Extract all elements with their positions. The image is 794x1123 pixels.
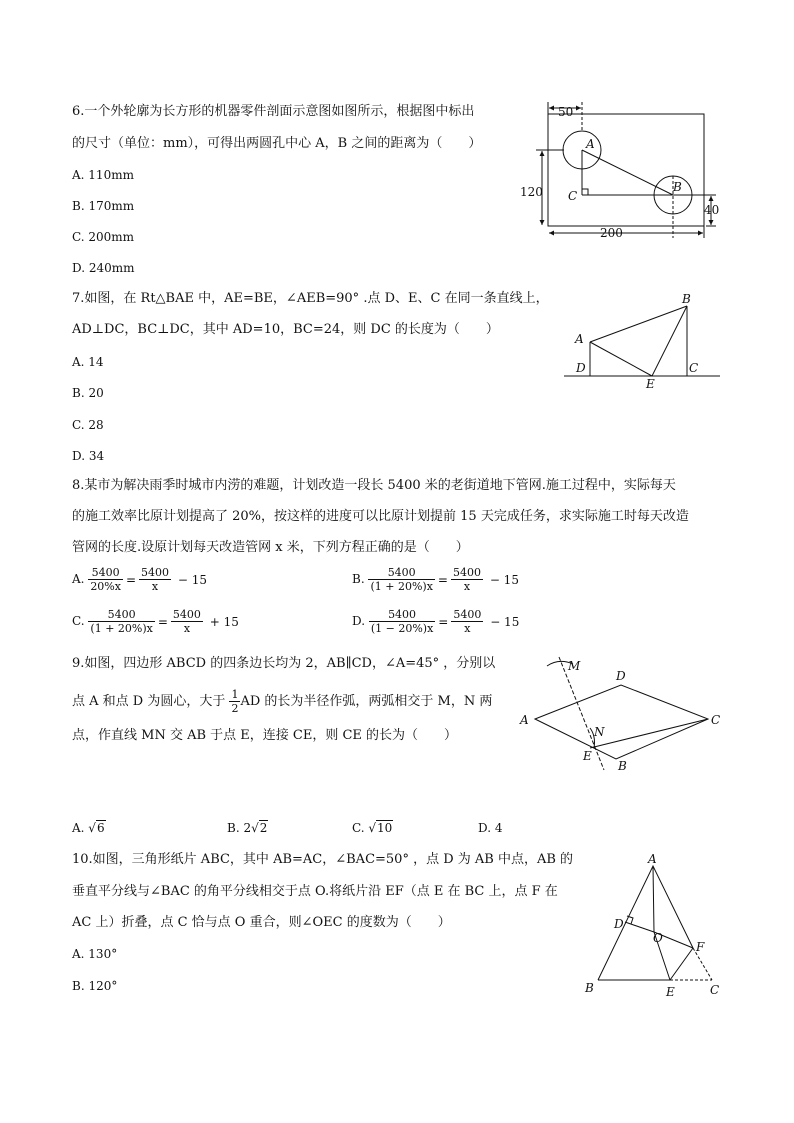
- q10-label-f: F: [696, 940, 705, 954]
- q7-figure: [560, 290, 725, 390]
- q9-label-e: E: [583, 749, 592, 763]
- q7-stem-line2: AD⊥DC，BC⊥DC，其中 AD=10，BC=24，则 DC 的长度为（ ）: [72, 322, 499, 337]
- q6-label-c: C: [568, 189, 578, 203]
- q7-option-d[interactable]: D. 34: [72, 449, 105, 463]
- q10-label-d: D: [614, 917, 624, 931]
- q9-option-b[interactable]: B. 2√2: [227, 821, 268, 835]
- q10-label-o: O: [653, 931, 663, 945]
- q9-label-m: M: [568, 659, 581, 673]
- q7-stem-line1: 7.如图，在 Rt△BAE 中，AE=BE，∠AEB=90° .点 D、E、C 在同一条直线上，: [72, 291, 549, 306]
- q8-a-frac-right: $\frac{5400}{x}$: [141, 566, 170, 593]
- q8-option-d[interactable]: D. $\frac{5400}{(1 - 20\%)x}$ = $\frac{5400}{x}$ − 15: [352, 608, 520, 635]
- q10-option-b[interactable]: B. 120°: [72, 979, 118, 993]
- q8-b-frac-left: $\frac{5400}{(1 + 20\%)x}$: [370, 566, 433, 593]
- q7-label-e: E: [646, 377, 655, 391]
- q9-label-b: B: [618, 759, 627, 773]
- q8-c-frac-left: $\frac{5400}{(1 + 20\%)x}$: [90, 608, 153, 635]
- q9-label-c: C: [711, 713, 721, 727]
- q6-option-d[interactable]: D. 240mm: [72, 261, 135, 275]
- q8-a-frac-left: $\frac{5400}{20\%x}$: [90, 566, 121, 593]
- q8-stem-line2: 的施工效率比原计划提高了 20%，按这样的进度可以比原计划提前 15 天完成任务，求实际施工时每天改造: [72, 509, 689, 524]
- q8-b-frac-right: $\frac{5400}{x}$: [452, 566, 481, 593]
- q10-stem-line2: 垂直平分线与∠BAC 的角平分线相交于点 O.将纸片沿 EF（点 E 在 BC 上，点 F 在: [72, 884, 558, 899]
- q6-label-a: A: [586, 137, 595, 151]
- q9-option-d[interactable]: D. 4: [478, 821, 503, 835]
- q8-option-a[interactable]: A. $\frac{5400}{20\%x}$ = $\frac{5400}{x}$ − 15: [72, 566, 207, 593]
- q9-option-a[interactable]: A. √6: [72, 821, 105, 835]
- q7-label-c: C: [689, 361, 699, 375]
- q10-stem-line1: 10.如图，三角形纸片 ABC，其中 AB=AC，∠BAC=50° ，点 D 为 AB 中点，AB 的: [72, 852, 574, 867]
- q7-label-b: B: [682, 292, 691, 306]
- q7-label-a: A: [575, 332, 584, 346]
- q6-option-b[interactable]: B. 170mm: [72, 199, 135, 213]
- q6-option-a[interactable]: A. 110mm: [72, 168, 134, 182]
- q6-option-c[interactable]: C. 200mm: [72, 230, 135, 244]
- q8-option-c[interactable]: C. $\frac{5400}{(1 + 20\%)x}$ = $\frac{5400}{x}$ + 15: [72, 608, 239, 635]
- q6-dim-200: 200: [600, 226, 623, 240]
- q7-option-b[interactable]: B. 20: [72, 386, 104, 400]
- q9-figure: [515, 652, 725, 777]
- q9-option-c[interactable]: C. √10: [352, 821, 393, 835]
- q9-half-fraction: $\frac{1}{2}$: [231, 688, 239, 715]
- q10-option-a[interactable]: A. 130°: [72, 947, 118, 961]
- q6-label-b: B: [673, 180, 682, 194]
- q8-c-frac-right: $\frac{5400}{x}$: [172, 608, 201, 635]
- q10-label-c: C: [710, 983, 720, 997]
- q9-label-d: D: [616, 669, 626, 683]
- q10-label-b: B: [585, 981, 594, 995]
- q6-dim-120: 120: [520, 185, 543, 199]
- q8-stem-line1: 8.某市为解决雨季时城市内涝的难题，计划改造一段长 5400 米的老街道地下管网.施工过程中，实际每天: [72, 478, 676, 493]
- q6-dim-50: 50: [558, 105, 574, 119]
- q7-label-d: D: [576, 361, 586, 375]
- q10-stem-line3: AC 上）折叠，点 C 恰与点 O 重合，则∠OEC 的度数为（ ）: [72, 915, 451, 930]
- q10-label-a: A: [648, 852, 657, 866]
- q8-d-frac-left: $\frac{5400}{(1 - 20\%)x}$: [370, 608, 434, 635]
- q6-stem-line2: 的尺寸（单位：mm），可得出两圆孔中心 A，B 之间的距离为（ ）: [72, 136, 482, 151]
- q9-stem-line2: 点 A 和点 D 为圆心，大于 $\frac{1}{2}$ AD 的长为半径作弧，两弧相交于 M，N 两: [72, 688, 493, 715]
- q7-option-a[interactable]: A. 14: [72, 355, 104, 369]
- q8-d-frac-right: $\frac{5400}{x}$: [453, 608, 482, 635]
- q9-stem-line3: 点，作直线 MN 交 AB 于点 E，连接 CE，则 CE 的长为（ ）: [72, 728, 458, 743]
- q9-stem-line1: 9.如图，四边形 ABCD 的四条边长均为 2，AB∥CD，∠A=45° ，分别以: [72, 656, 496, 671]
- q10-label-e: E: [666, 985, 675, 999]
- q6-figure: [520, 100, 730, 245]
- q8-stem-line3: 管网的长度.设原计划每天改造管网 x 米，下列方程正确的是（ ）: [72, 540, 469, 555]
- q6-stem-line1: 6.一个外轮廓为长方形的机器零件剖面示意图如图所示，根据图中标出: [72, 104, 475, 119]
- q8-option-b[interactable]: B. $\frac{5400}{(1 + 20\%)x}$ = $\frac{5400}{x}$ − 15: [352, 566, 519, 593]
- q7-option-c[interactable]: C. 28: [72, 418, 104, 432]
- q10-figure: [580, 852, 730, 1004]
- q6-dim-40: 40: [704, 203, 720, 217]
- q9-label-a: A: [520, 713, 529, 727]
- q6-part-outline: [548, 114, 704, 226]
- q9-label-n: N: [594, 725, 605, 739]
